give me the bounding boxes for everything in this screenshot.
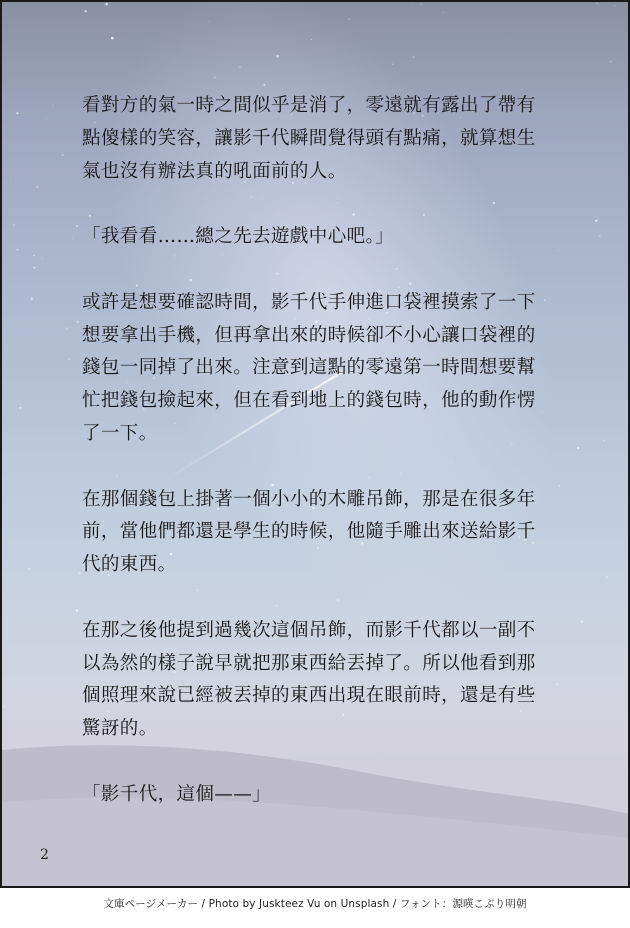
credit-footer: 文庫ページメーカー / Photo by Juskteez Vu on Unsplash / フォント：源暎こぶり明朝 bbox=[103, 898, 527, 910]
page-number: 2 bbox=[40, 847, 49, 863]
dialogue-line: 「我看看……總之先去遊戲中心吧。」 bbox=[82, 226, 395, 248]
paragraph: 在那之後他提到過幾次這個吊飾，而影千代都以一副不 以為然的樣子說早就把那東西給丟掉了。所以他看到那 個照理來說已經被丟掉的東西出現在眼前時，還是有些 驚訝的。 bbox=[82, 619, 536, 740]
dialogue-line: 「影千代，這個——」 bbox=[82, 783, 272, 805]
paragraph: 或許是想要確認時間，影千代手伸進口袋裡摸索了一下 想要拿出手機，但再拿出來的時候卻不小心讓口袋裡的 錢包一同掉了出來。注意到這點的零遠第一時間想要幫 忙把錢包撿起來，但在看到地上的錢包時，他的動作愣 了一下。 bbox=[82, 291, 536, 444]
paragraph: 看對方的氣一時之間似乎是消了，零遠就有露出了帶有 點傻樣的笑容，讓影千代瞬間覺得頭有點痛，就算想生 氣也沒有辦法真的吼面前的人。 bbox=[82, 95, 536, 182]
paragraph: 在那個錢包上掛著一個小小的木雕吊飾，那是在很多年 前，當他們都還是學生的時候，他隨手雕出來送給影千 代的東西。 bbox=[82, 488, 536, 576]
story-text bbox=[82, 90, 557, 844]
